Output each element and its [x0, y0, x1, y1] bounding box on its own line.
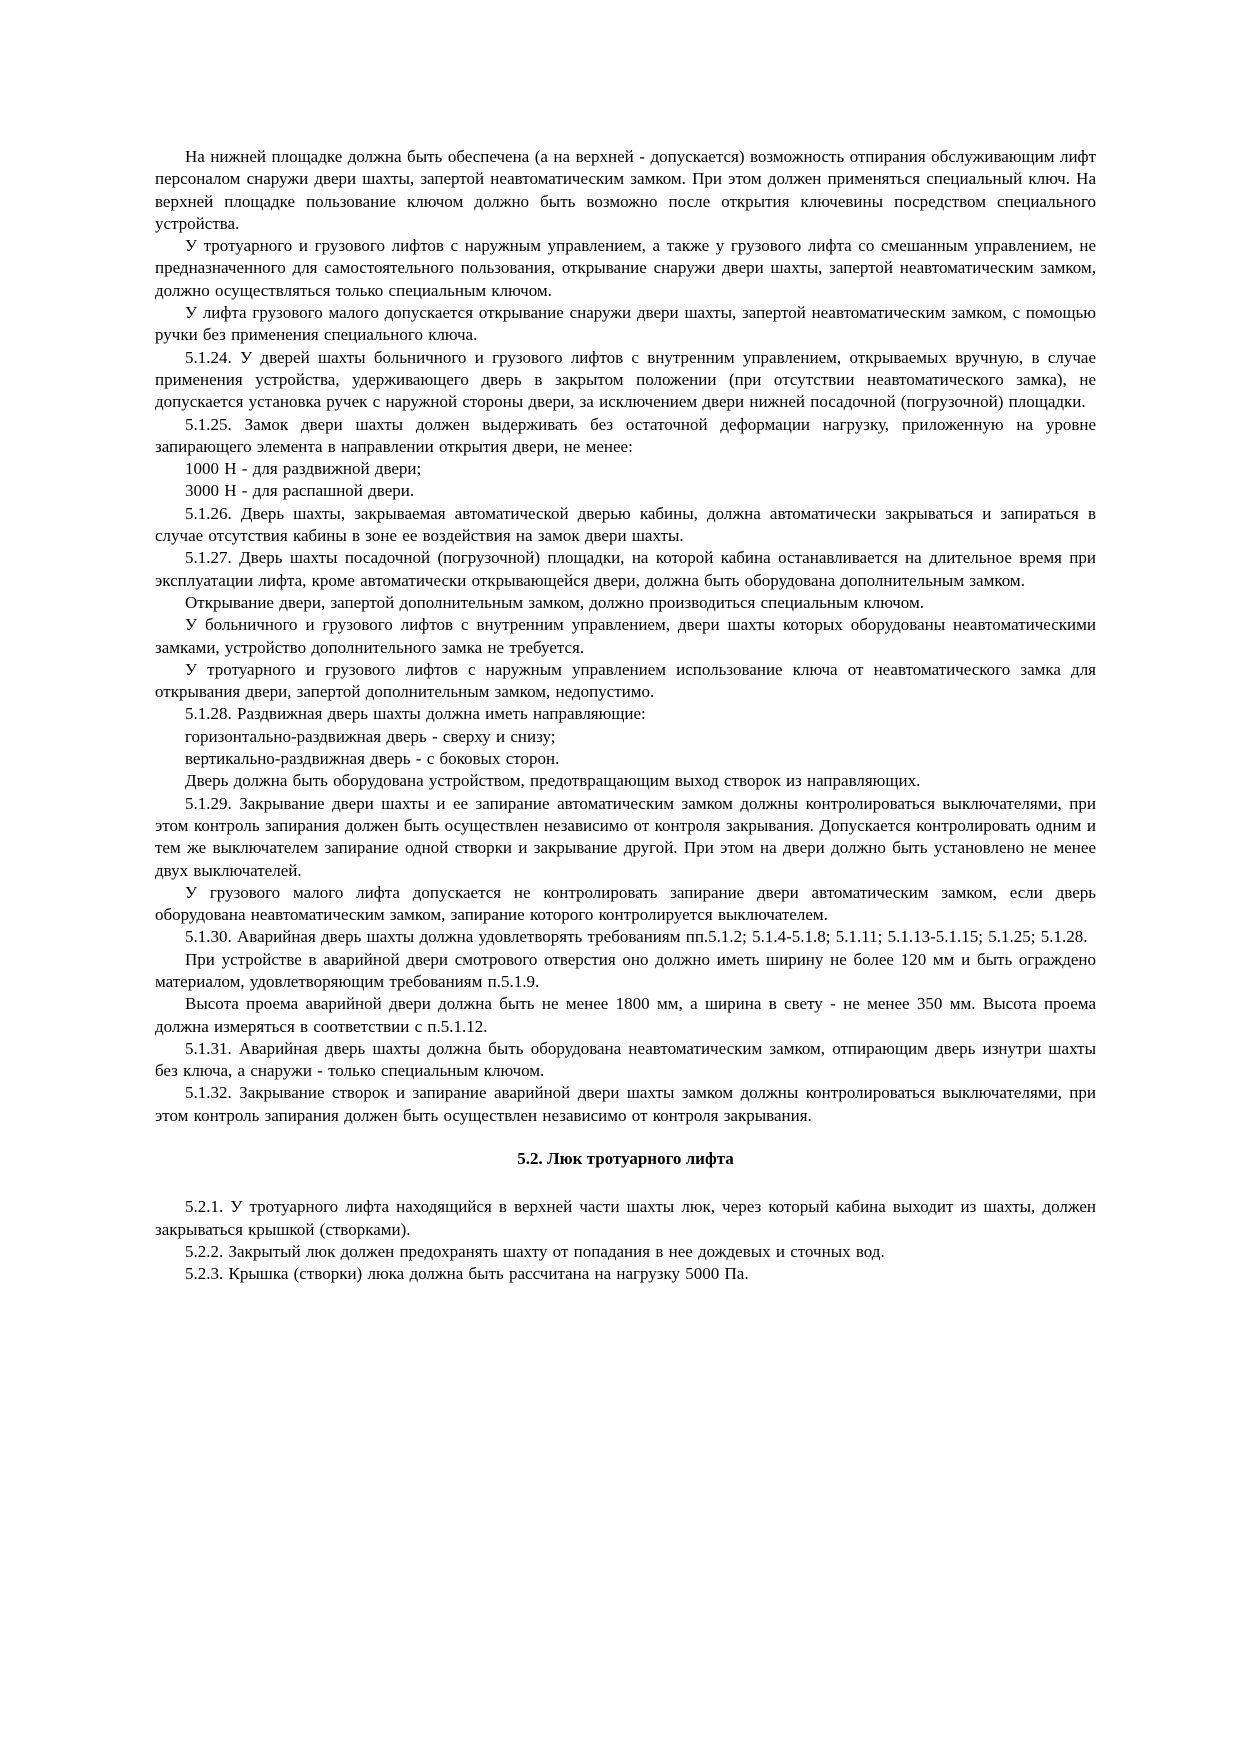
paragraph: У грузового малого лифта допускается не контролировать запирание двери автоматическим замком, если дверь оборудована неавтоматическим замком, запирание которого контролируется выключателем. — [155, 882, 1096, 925]
paragraph-clause-5-1-30: 5.1.30. Аварийная дверь шахты должна удовлетворять требованиям пп.5.1.2; 5.1.4-5.1.8; 5.1.11; 5.1.13-5.1.15; 5.1.25; 5.1.28. — [185, 927, 1088, 947]
paragraph-clause-5-1-27: 5.1.27. Дверь шахты посадочной (погрузочной) площадки, на которой кабина останавливается на длительное время при эксплуатации лифта, кроме автоматически открывающейся двери, должна быть оборудована дополнительным замком. — [155, 548, 1096, 590]
list-item: вертикально-раздвижная дверь - с боковых сторон. — [185, 749, 560, 769]
paragraph: Высота проема аварийной двери должна быть не менее 1800 мм, а ширина в свету - не менее 350 мм. Высота проема должна измеряться в соответствии с п.5.1.12. — [155, 994, 1096, 1036]
list-item: 1000 Н - для раздвижной двери; — [185, 459, 422, 479]
paragraph: Открывание двери, запертой дополнительным замком, должно производиться специальным ключом. — [185, 592, 924, 612]
paragraph-clause-5-2-1: 5.2.1. У тротуарного лифта находящийся в верхней части шахты люк, через который кабина выходит из шахты, должен закрываться крышкой (створками). — [155, 1197, 1096, 1239]
paragraph-clause-5-2-2: 5.2.2. Закрытый люк должен предохранять шахту от попадания в нее дождевых и сточных вод. — [185, 1241, 885, 1261]
section-heading-5-2: 5.2. Люк тротуарного лифта — [517, 1149, 734, 1169]
paragraph: При устройстве в аварийной двери смотрового отверстия оно должно иметь ширину не более 120 мм и быть ограждено материалом, удовлетворяющим требованиям п.5.1.9. — [155, 949, 1096, 991]
paragraph-clause-5-2-3: 5.2.3. Крышка (створки) люка должна быть рассчитана на нагрузку 5000 Па. — [185, 1264, 749, 1284]
paragraph-clause-5-1-31: 5.1.31. Аварийная дверь шахты должна быть оборудована неавтоматическим замком, отпирающим дверь изнутри шахты без ключа, а снаружи - только специальным ключом. — [155, 1038, 1096, 1081]
paragraph: У тротуарного и грузового лифтов с наружным управлением использование ключа от неавтоматического замка для открывания двери, запертой дополнительным замком, недопустимо. — [155, 659, 1096, 702]
paragraph-clause-5-1-28: 5.1.28. Раздвижная дверь шахты должна иметь направляющие: — [185, 704, 646, 724]
document-content — [155, 0, 1096, 1286]
paragraph: У тротуарного и грузового лифтов с наружным управлением, а также у грузового лифта со смешанным управлением, не предназначенного для самостоятельного пользования, открывание снаружи двери шахты, запертой неавтоматическим замком, должно осуществляться только специальным ключом. — [155, 236, 1096, 300]
paragraph: У лифта грузового малого допускается открывание снаружи двери шахты, запертой неавтоматическим замком, с помощью ручки без применения специального ключа. — [155, 303, 1096, 345]
paragraph-clause-5-1-29: 5.1.29. Закрывание двери шахты и ее запирание автоматическим замком должны контролироваться выключателями, при этом контроль запирания должен быть осуществлен независимо от контроля закрывания. Допускается контролировать одним и тем же выключателем запирание одной створки и закрывание другой. При этом на двери должно быть установлено не менее двух выключателей. — [155, 793, 1096, 880]
list-item: горизонтально-раздвижная дверь - сверху и снизу; — [185, 726, 556, 746]
paragraph-clause-5-1-25: 5.1.25. Замок двери шахты должен выдерживать без остаточной деформации нагрузку, приложенную на уровне запирающего элемента в направлении открытия двери, не менее: — [155, 414, 1096, 456]
paragraph-clause-5-1-32: 5.1.32. Закрывание створок и запирание аварийной двери шахты замком должны контролироваться выключателями, при этом контроль запирания должен быть осуществлен независимо от контроля закрывания. — [155, 1083, 1096, 1125]
paragraph-clause-5-1-24: 5.1.24. У дверей шахты больничного и грузового лифтов с внутренним управлением, открываемых вручную, в случае применения устройства, удерживающего дверь в закрытом положении (при отсутствии неавтоматического замка), не допускается установка ручек с наружной стороны двери, за исключением двери нижней посадочной (погрузочной) площадки. — [155, 347, 1096, 412]
paragraph-clause-5-1-26: 5.1.26. Дверь шахты, закрываемая автоматической дверью кабины, должна автоматически закрываться и запираться в случае отсутствия кабины в зоне ее воздействия на замок двери шахты. — [155, 503, 1096, 546]
paragraph: Дверь должна быть оборудована устройством, предотвращающим выход створок из направляющих. — [185, 771, 921, 791]
list-item: 3000 Н - для распашной двери. — [185, 481, 415, 501]
paragraph: У больничного и грузового лифтов с внутренним управлением, двери шахты которых оборудованы неавтоматическими замками, устройство дополнительного замка не требуется. — [155, 615, 1096, 657]
paragraph: На нижней площадке должна быть обеспечена (а на верхней - допускается) возможность отпирания обслуживающим лифт персоналом снаружи двери шахты, запертой неавтоматическим замком. При этом должен применяться специальный ключ. На верхней площадке пользование ключом должно быть возможно после открытия ключевины посредством специального устройства. — [155, 147, 1096, 233]
